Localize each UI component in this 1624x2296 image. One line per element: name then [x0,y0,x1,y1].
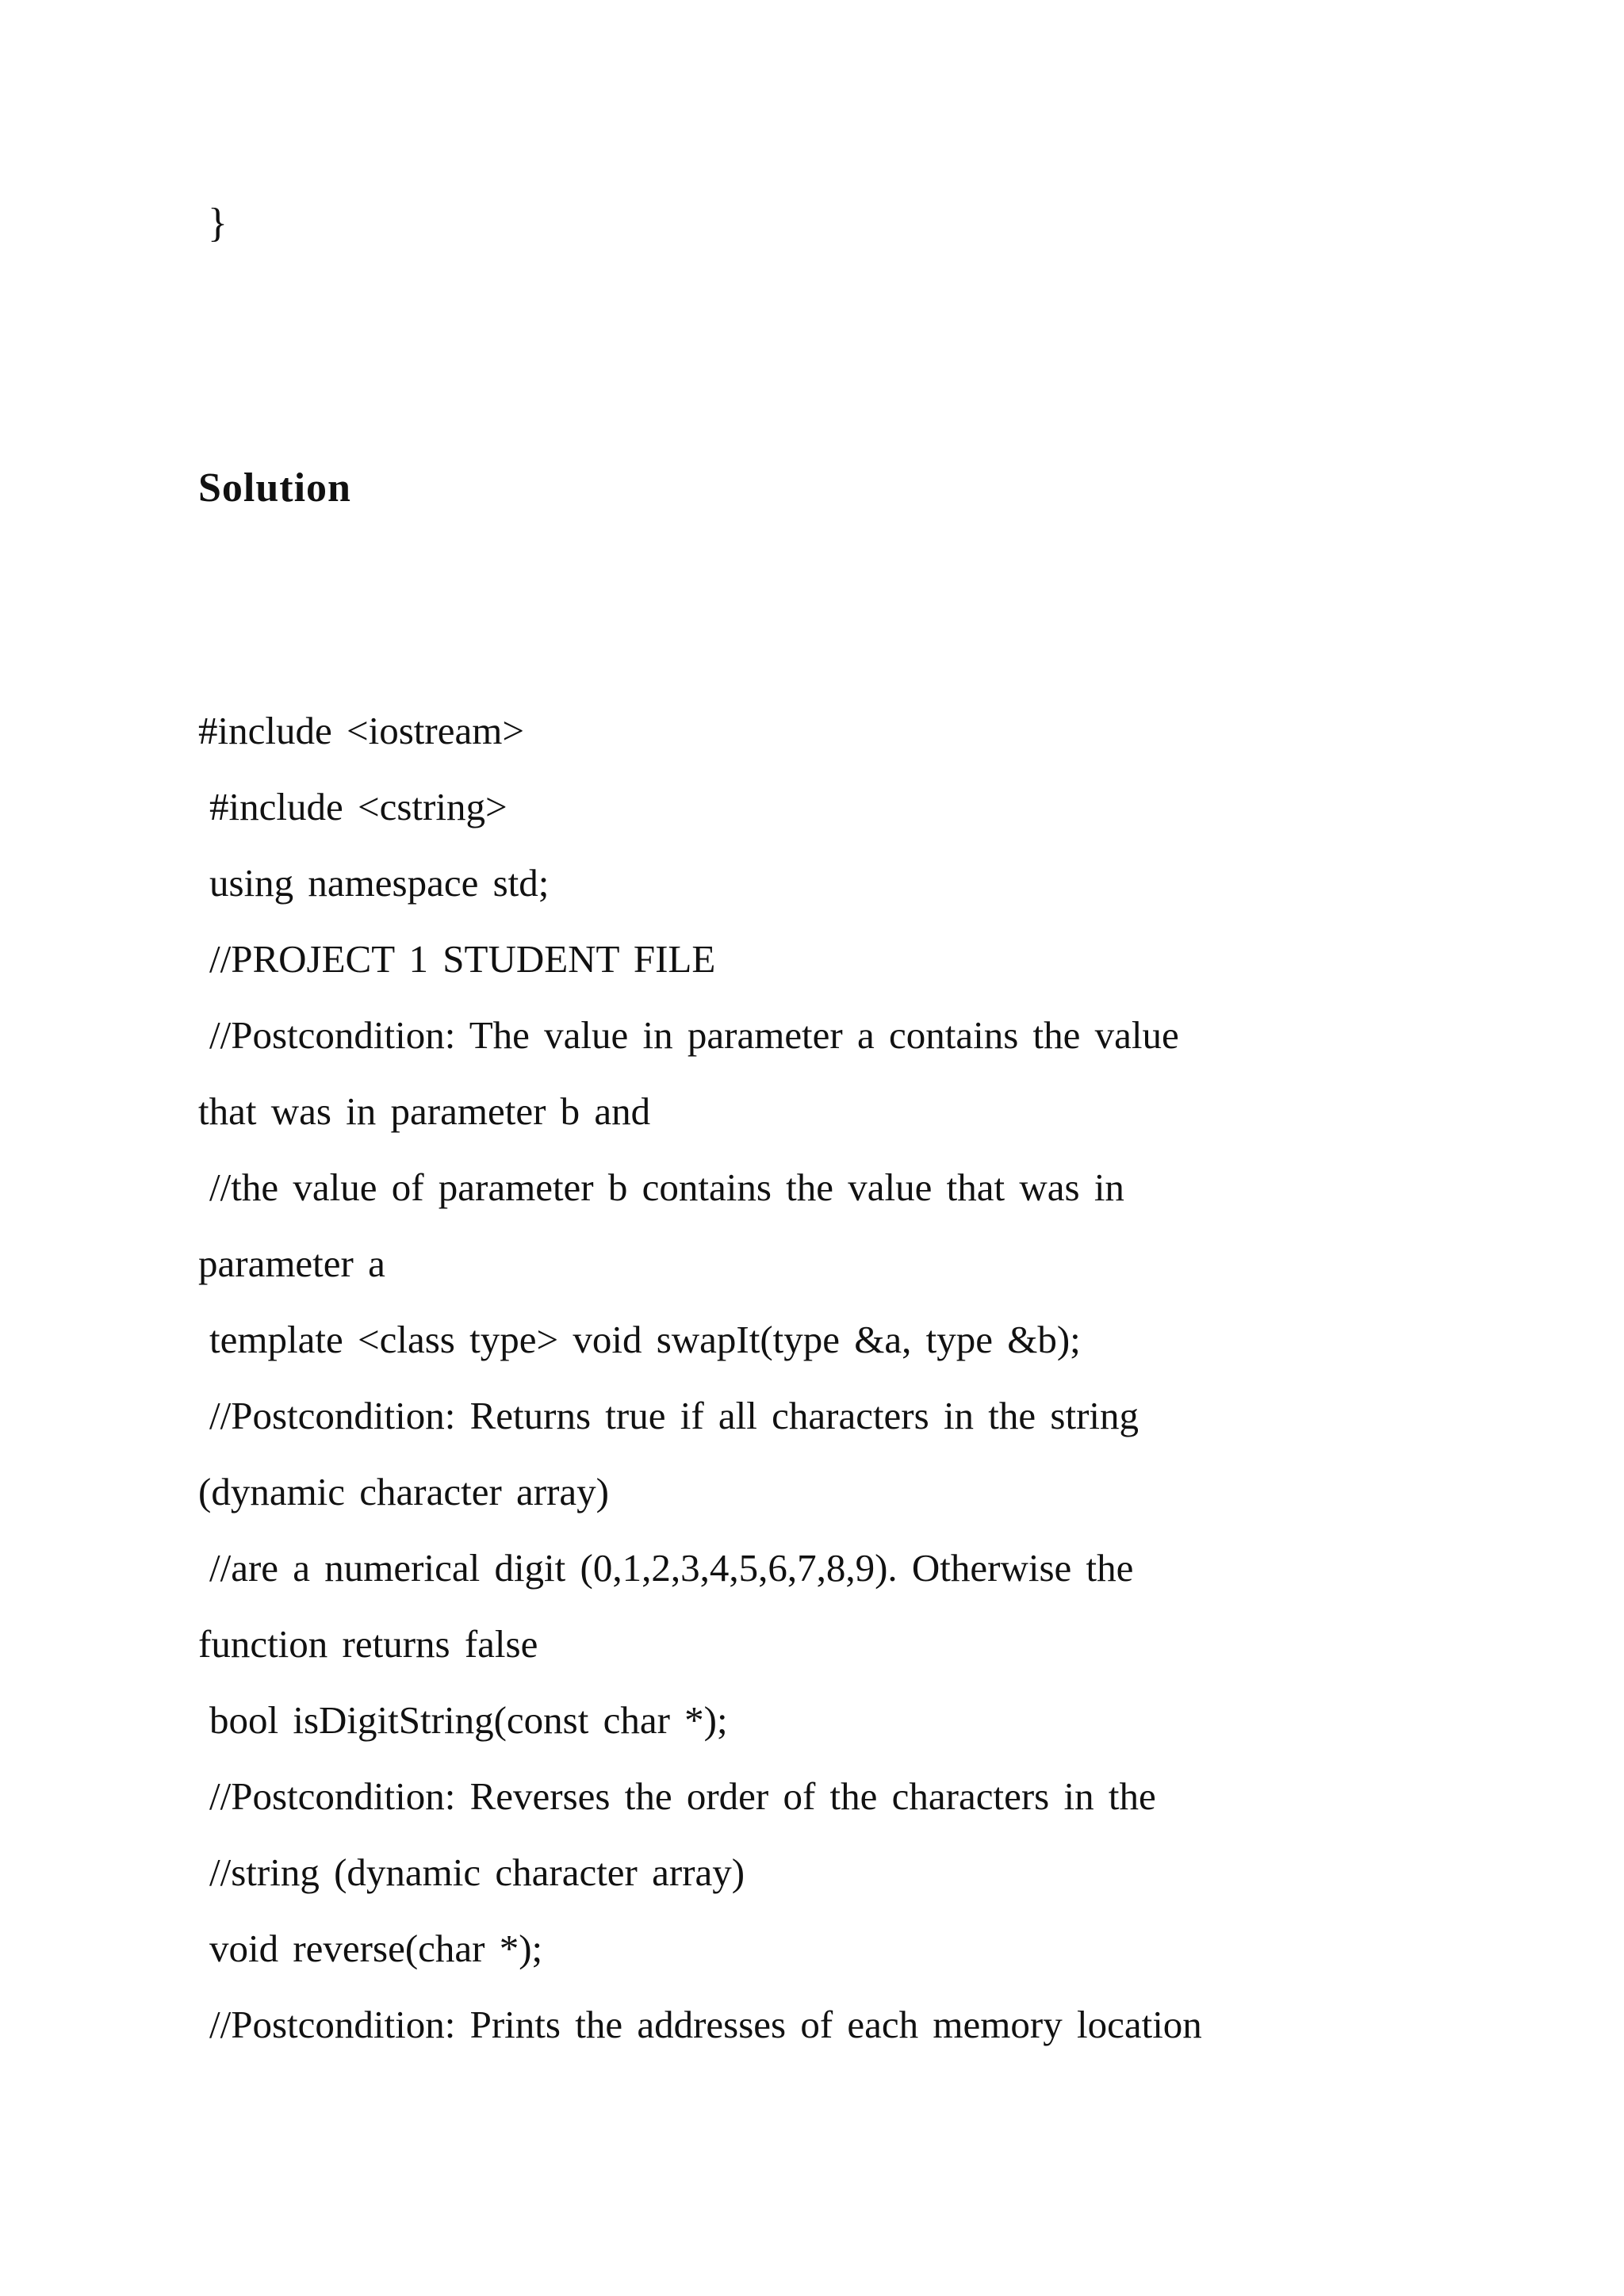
code-comment-line: //Postcondition: Reverses the order of the characters in the [209,1774,1156,1818]
code-line: #include <cstring> [209,785,508,828]
code-comment-line: that was in parameter b and [198,1089,651,1133]
code-comment-line: (dynamic character array) [198,1470,609,1513]
closing-brace: } [208,201,228,246]
code-comment-line: //Postcondition: The value in parameter a contains the value [209,1013,1179,1057]
code-line: void reverse(char *); [209,1927,543,1970]
solution-heading: Solution [198,465,351,511]
code-line: using namespace std; [209,861,550,905]
code-comment-line: //PROJECT 1 STUDENT FILE [209,937,716,981]
code-comment-line: function returns false [198,1622,538,1666]
code-comment-line: //string (dynamic character array) [209,1850,745,1894]
code-comment-line: //the value of parameter b contains the value that was in [209,1165,1124,1209]
code-comment-line: //Postcondition: Returns true if all characters in the string [209,1394,1139,1437]
code-line: bool isDigitString(const char *); [209,1698,728,1742]
code-line: template <class type> void swapIt(type &a, type &b); [209,1318,1081,1361]
code-comment-line: parameter a [198,1242,385,1285]
code-comment-line: //are a numerical digit (0,1,2,3,4,5,6,7,8,9). Otherwise the [209,1546,1134,1590]
code-line: #include <iostream> [198,709,524,752]
code-comment-line: //Postcondition: Prints the addresses of each memory location [209,2003,1202,2046]
